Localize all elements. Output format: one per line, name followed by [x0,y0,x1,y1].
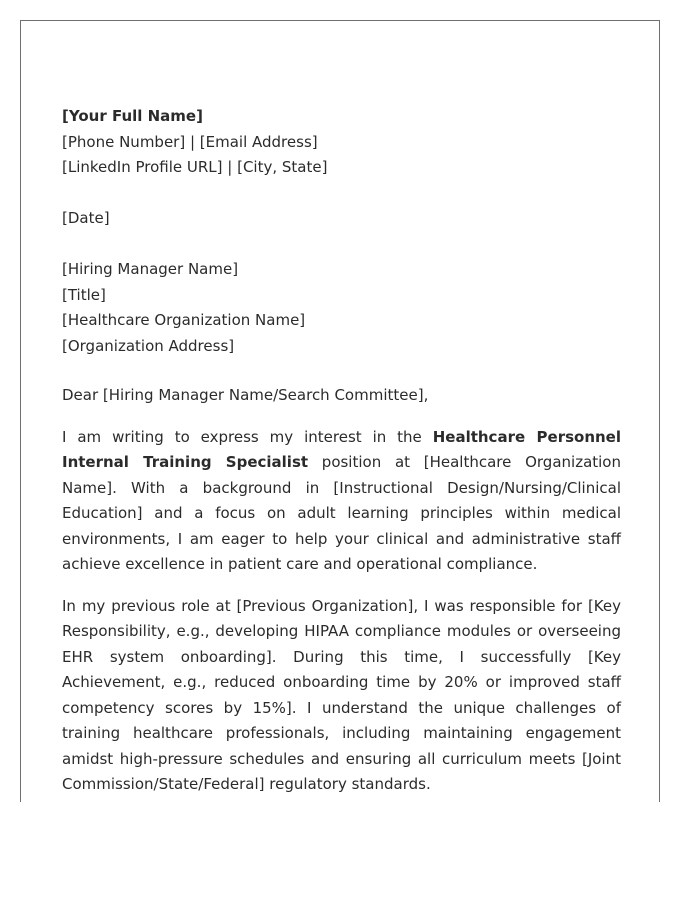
position-title: Healthcare Personnel Internal Training Specialist [62,427,621,471]
sender-contact-line: [Phone Number] | [Email Address] [62,132,318,151]
sender-profile-line: [LinkedIn Profile URL] | [City, State] [62,158,328,176]
recipient-organization: [Healthcare Organization Name] [62,311,306,329]
experience-paragraph: In my previous role at [Previous Organization], I was responsible for [Key Responsibility, e.g., developing HIPAA compliance modules or overseeing EHR system onboarding]. During this time, I successfully [Key Achievement, e.g., reduced onboarding time by 20% or improved staff competency scores by 15%]. I understand the unique challenges of training healthcare professionals, including maintaining engagement amidst high-pressure schedules and ensuring all curriculum meets [Joint Commission/State/Federal] regulatory standards. [62,596,621,793]
intro-paragraph [62,425,621,578]
salutation: Dear [Hiring Manager Name/Search Committee], [62,386,429,404]
intro-text-after: position at [Healthcare Organization Name]. With a background in [Instructional Design/Nursing/Clinical Education] and a focus on adult learning principles within medical environments, I am eager to help your clinical and administrative staff achieve excellence in patient care and operational compliance. [62,453,621,573]
spacer [62,578,621,594]
spacer [62,181,621,207]
recipient-title: [Title] [62,285,106,304]
letter-date: [Date] [62,209,110,227]
intro-text-before: I am writing to express my interest in the [62,427,433,446]
recipient-address: [Organization Address] [62,336,235,355]
spacer [62,232,621,258]
spacer [62,409,621,425]
cover-letter-body [62,104,621,798]
recipient-manager: [Hiring Manager Name] [62,260,239,278]
document-page [20,20,660,802]
sender-block [62,104,621,181]
recipient-block [62,257,621,359]
spacer [62,359,621,383]
sender-name: [Your Full Name] [62,107,203,125]
